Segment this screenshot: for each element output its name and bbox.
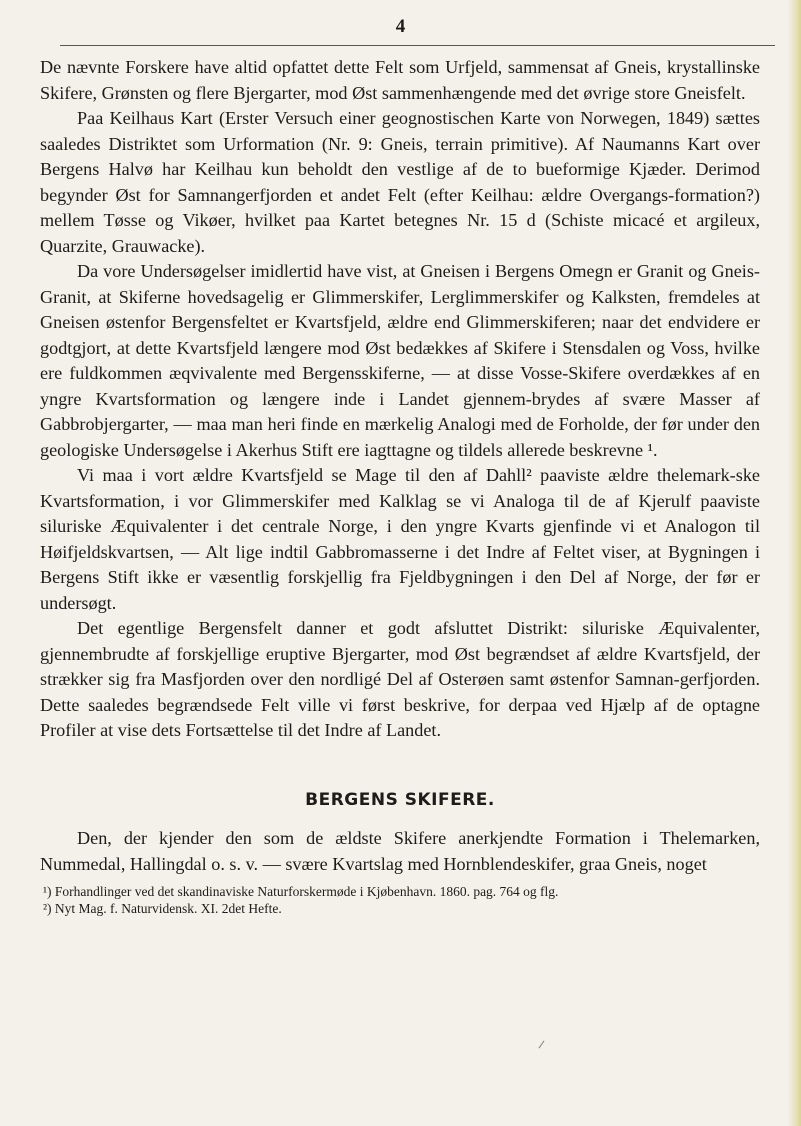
paragraph-4: Vi maa i vort ældre Kvartsfjeld se Mage til den af Dahll² paaviste ældre thelemark-ske Kvartsformation, i vor Glimmerskifer med Kalklag se vi Analoga til de af Kjerulf paaviste siluriske Æquivalenter i det centrale Norge, i den yngre Kvarts gjenfinde vi et Analogon til Høifjeldskvartsen, — Alt lige indtil Gabbromasserne i det Indre af Feltet viser, at Bygningen i Bergens Stift ikke er væsentlig forskjellig fra Fjeldbygningen i den Del af Norge, der før er undersøgt. bbox=[40, 465, 760, 613]
top-rule bbox=[60, 45, 775, 46]
footnote-1: ¹) Forhandlinger ved det skandinaviske Naturforskermøde i Kjøbenhavn. 1860. pag. 764 og flg. bbox=[43, 884, 559, 899]
page-body bbox=[40, 55, 760, 917]
page-number: 4 bbox=[395, 16, 406, 37]
page-edge-shadow bbox=[787, 0, 801, 1126]
section-paragraph: Den, der kjender den som de ældste Skifere anerkjendte Formation i Thelemarken, Nummedal, Hallingdal o. s. v. — svære Kvartslag med Hornblendeskifer, graa Gneis, noget bbox=[40, 828, 760, 874]
paragraph-1: De nævnte Forskere have altid opfattet dette Felt som Urfjeld, sammensat af Gneis, krystallinske Skifere, Grønsten og flere Bjergarter, mod Øst sammenhængende med det øvrige store Gneisfelt. bbox=[40, 57, 760, 103]
footnotes bbox=[40, 883, 760, 917]
section-heading: BERGENS SKIFERE. bbox=[305, 789, 495, 810]
paragraph-2: Paa Keilhaus Kart (Erster Versuch einer geognostischen Karte von Norwegen, 1849) sættes saaledes Distriktet som Urformation (Nr. 9: Gneis, terrain primitive). Af Naumanns Kart over Bergens Halvø har Keilhau kun beholdt den vestlige af de to bueformige Kjæder. Derimod begynder Øst for Samnangerfjorden et andet Felt (efter Keilhau: ældre Overgangs-formation?) mellem Tøsse og Vikøer, hvilket paa Kartet betegnes Nr. 15 d (Schiste micacé et argileux, Quarzite, Grauwacke). bbox=[40, 108, 760, 256]
stray-ink-mark bbox=[539, 1041, 545, 1049]
paragraph-3: Da vore Undersøgelser imidlertid have vist, at Gneisen i Bergens Omegn er Granit og Gneis-Granit, at Skiferne hovedsagelig er Glimmerskifer, Lerglimmerskifer og Kalksten, fremdeles at Gneisen østenfor Bergensfeltet er Kvartsfjeld, ældre end Glimmerskiferen; naar det endvidere er godtgjort, at dette Kvartsfjeld længere mod Øst bedækkes af Skifere i Stensdalen og Voss, hvilke ere fuldkommen æqvivalente med Bergensskiferne, — at disse Vosse-Skifere overdækkes af en yngre Kvartsformation og længere inde i Landet gjennem-brydes af svære Masser af Gabbrobjergarter, — maa man heri finde en mærkelig Analogi med de Forholde, der før under den geologiske Undersøgelse i Akerhus Stift ere iagttagne og tildels allerede beskrevne ¹. bbox=[40, 261, 760, 460]
paragraph-5: Det egentlige Bergensfelt danner et godt afsluttet Distrikt: siluriske Æquivalenter, gjennembrudte af forskjellige eruptive Bjergarter, mod Øst begrændset af ældre Kvartsfjeld, der strækker sig fra Masfjorden over den nordligé Del af Osterøen samt østenfor Samnan-gerfjorden. Dette saaledes begrændsede Felt ville vi først beskrive, for derpaa ved Hjælp af de optagne Profiler at vise dets Fortsættelse til det Indre af Landet. bbox=[40, 618, 760, 740]
footnote-2: ²) Nyt Mag. f. Naturvidensk. XI. 2det Hefte. bbox=[43, 901, 282, 916]
